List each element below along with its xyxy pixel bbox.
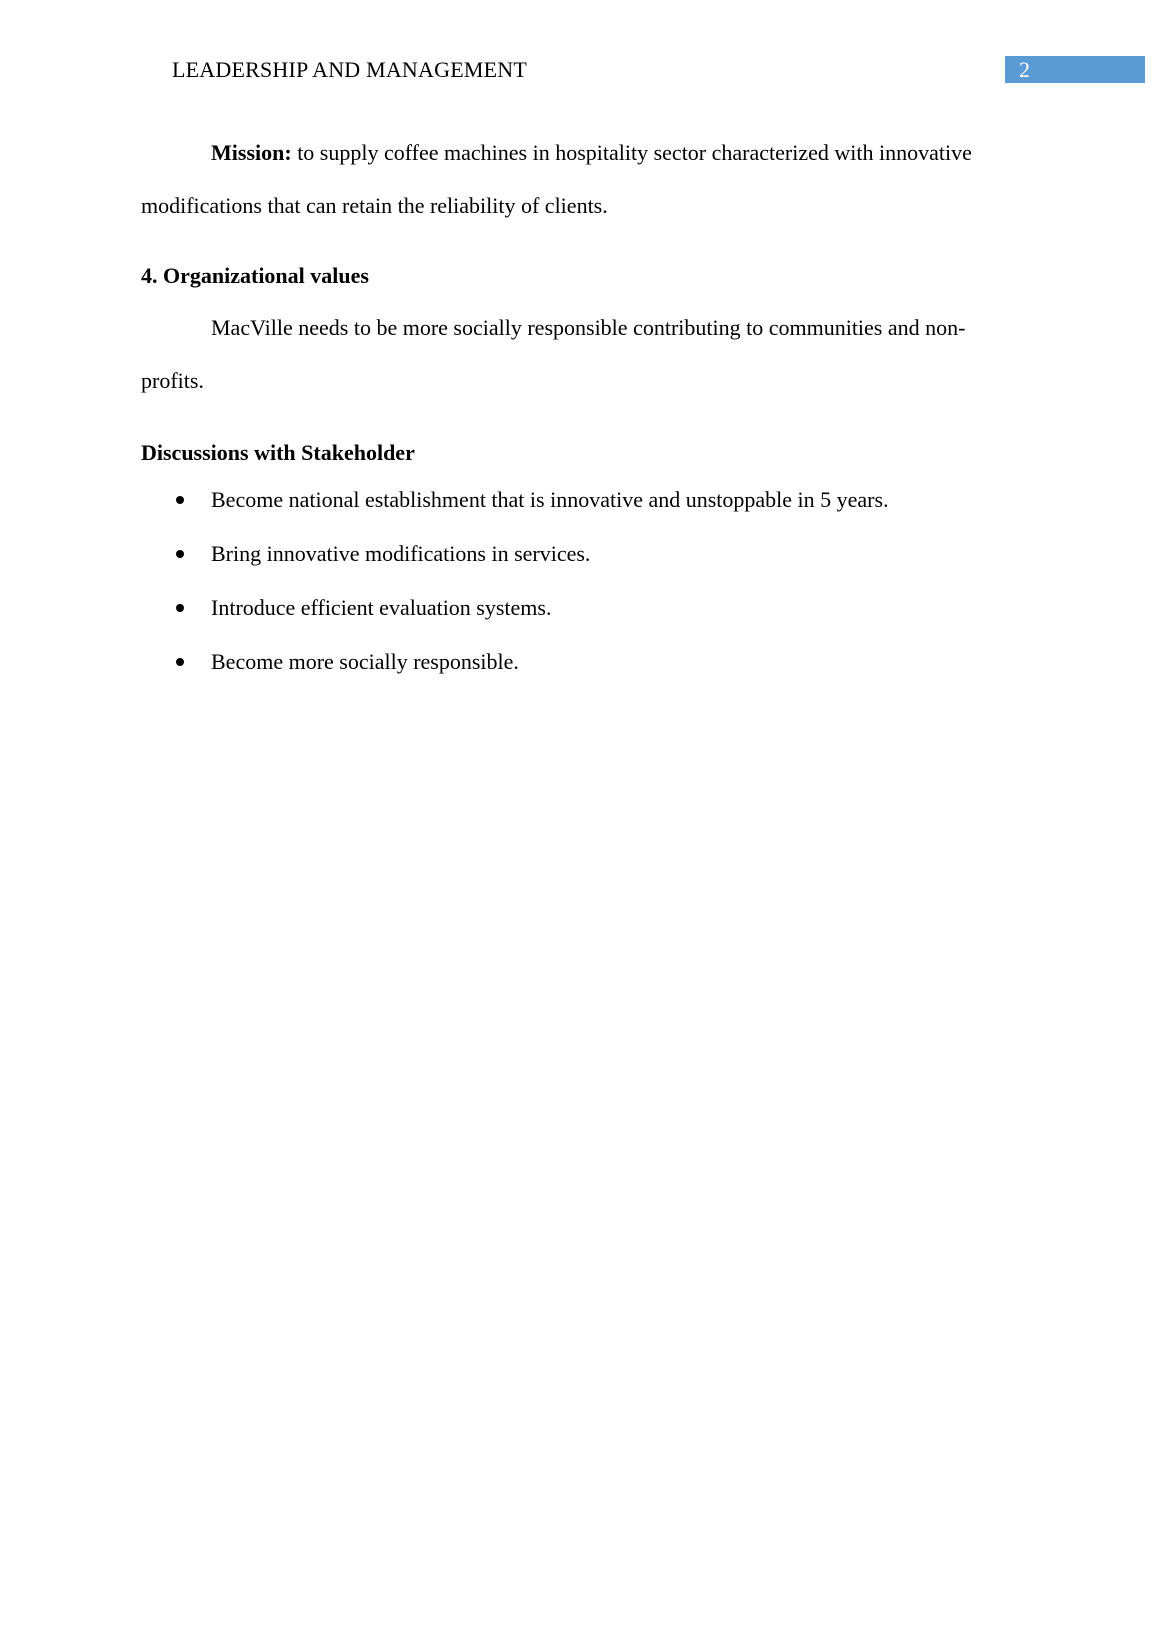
values-paragraph-line-2: profits. (141, 368, 204, 393)
mission-label: Mission: (211, 140, 292, 165)
bullet-icon (176, 550, 184, 558)
list-item-text: Become national establishment that is innovative and unstoppable in 5 years. (211, 487, 889, 512)
mission-paragraph-line-1 (211, 138, 972, 168)
stakeholder-bullet-list (141, 485, 1041, 701)
bullet-icon (176, 496, 184, 504)
list-item (141, 593, 1041, 647)
bullet-icon (176, 604, 184, 612)
section-heading-organizational-values: 4. Organizational values (141, 263, 369, 288)
list-item-text: Bring innovative modifications in services. (211, 541, 591, 566)
list-item-text: Become more socially responsible. (211, 649, 519, 674)
running-head: LEADERSHIP AND MANAGEMENT (172, 57, 527, 82)
mission-paragraph-line-2: modifications that can retain the reliability of clients. (141, 193, 608, 218)
page-number: 2 (1005, 56, 1145, 83)
values-paragraph-line-1: MacVille needs to be more socially responsible contributing to communities and non- (211, 315, 966, 340)
list-item-text: Introduce efficient evaluation systems. (211, 595, 552, 620)
section-heading-discussions: Discussions with Stakeholder (141, 440, 415, 465)
list-item (141, 485, 1041, 539)
mission-text: to supply coffee machines in hospitality sector characterized with innovative (291, 140, 972, 165)
list-item (141, 647, 1041, 701)
bullet-icon (176, 658, 184, 666)
list-item (141, 539, 1041, 593)
